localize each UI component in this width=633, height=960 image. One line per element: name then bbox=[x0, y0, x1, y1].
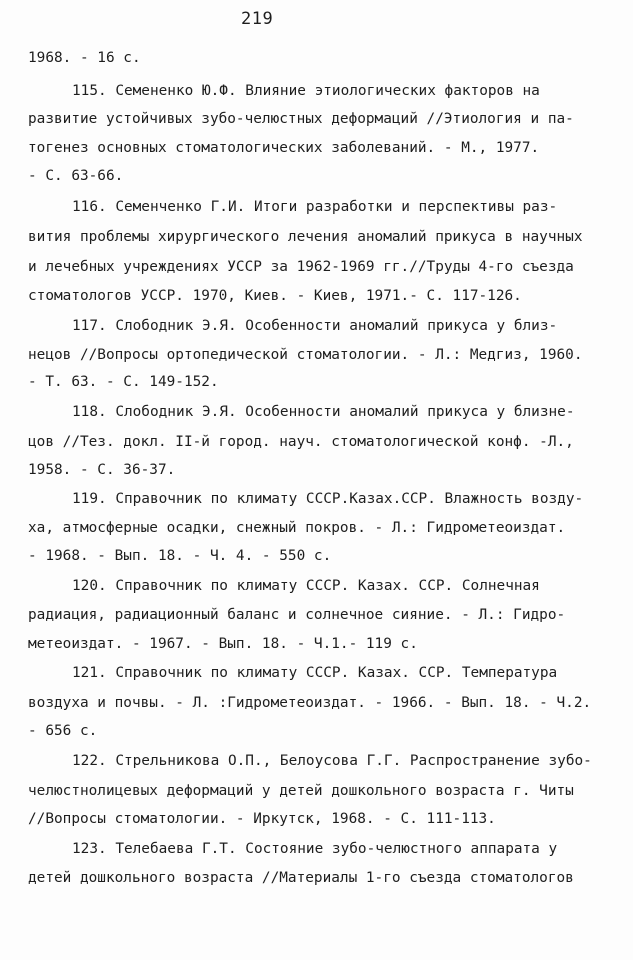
text-line: детей дошкольного возраста //Материалы 1-го съезда стоматологов bbox=[28, 870, 574, 886]
text-line: развитие устойчивых зубо-челюстных деформаций //Этиология и па- bbox=[28, 111, 574, 127]
text-line: - Т. 63. - С. 149-152. bbox=[28, 374, 219, 390]
text-line: воздуха и почвы. - Л. :Гидрометеоиздат. - 1966. - Вып. 18. - Ч.2. bbox=[28, 695, 592, 711]
text-line: нецов //Вопросы ортопедической стоматологии. - Л.: Медгиз, 1960. bbox=[28, 347, 583, 363]
text-line: 116. Семенченко Г.И. Итоги разработки и перспективы раз- bbox=[72, 199, 558, 215]
text-line: 121. Справочник по климату СССР. Казах. ССР. Температура bbox=[72, 665, 558, 681]
text-line: ха, атмосферные осадки, снежный покров. - Л.: Гидрометеоиздат. bbox=[28, 520, 566, 536]
text-line: стоматологов УССР. 1970, Киев. - Киев, 1971.- С. 117-126. bbox=[28, 288, 522, 304]
text-line: - С. 63-66. bbox=[28, 168, 124, 184]
text-line: и лечебных учреждениях УССР за 1962-1969 гг.//Труды 4-го съезда bbox=[28, 259, 574, 275]
text-line: цов //Тез. докл. II-й город. науч. стоматологической конф. -Л., bbox=[28, 434, 574, 450]
text-line: челюстнолицевых деформаций у детей дошкольного возраста г. Читы bbox=[28, 783, 574, 799]
text-line: 1968. - 16 с. bbox=[28, 50, 141, 66]
text-line: 123. Телебаева Г.Т. Состояние зубо-челюстного аппарата у bbox=[72, 841, 558, 857]
text-line: 122. Стрельникова О.П., Белоусова Г.Г. Распространение зубо- bbox=[72, 753, 592, 769]
text-line: радиация, радиационный баланс и солнечное сияние. - Л.: Гидро- bbox=[28, 607, 566, 623]
text-line: 120. Справочник по климату СССР. Казах. ССР. Солнечная bbox=[72, 578, 540, 594]
text-line: 119. Справочник по климату СССР.Казах.ССР. Влажность возду- bbox=[72, 491, 584, 507]
text-line: 115. Семененко Ю.Ф. Влияние этиологических факторов на bbox=[72, 83, 540, 99]
text-line: тогенез основных стоматологических заболеваний. - М., 1977. bbox=[28, 140, 540, 156]
text-line: вития проблемы хирургического лечения аномалий прикуса в научных bbox=[28, 229, 583, 245]
text-line: - 1968. - Вып. 18. - Ч. 4. - 550 с. bbox=[28, 548, 332, 564]
text-line: 118. Слободник Э.Я. Особенности аномалий прикуса у близне- bbox=[72, 404, 575, 420]
page-number: 219 bbox=[241, 9, 274, 29]
text-line: //Вопросы стоматологии. - Иркутск, 1968. - С. 111-113. bbox=[28, 811, 496, 827]
text-line: 1958. - С. 36-37. bbox=[28, 462, 176, 478]
text-line: - 656 с. bbox=[28, 723, 98, 739]
text-line: 117. Слободник Э.Я. Особенности аномалий прикуса у близ- bbox=[72, 318, 558, 334]
text-line: метеоиздат. - 1967. - Вып. 18. - Ч.1.- 119 с. bbox=[28, 636, 418, 652]
